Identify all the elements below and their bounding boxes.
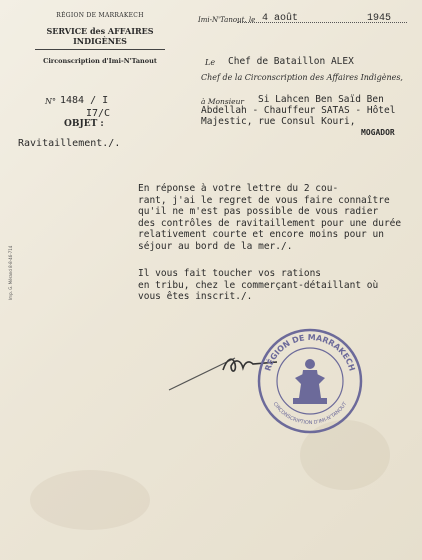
- body-line: relativement courte et encore moins pour un: [138, 229, 384, 241]
- recipient-line-3: Majestic, rue Consul Kouri,: [201, 116, 356, 127]
- official-stamp: [255, 326, 365, 436]
- body-line: Il vous fait toucher vos rations: [138, 268, 322, 279]
- stamp-top-text: RÉGION DE MARRAKECH: [263, 332, 357, 373]
- svg-text:CIRCONSCRIPTION D'IMI-N'TANOUT: [272, 400, 349, 426]
- paragraph-2: [138, 268, 410, 303]
- letterhead-region: RÉGION DE MARRAKECH: [56, 12, 144, 19]
- body-line: des contrôles de ravitaillement pour une durée: [138, 217, 402, 229]
- letterhead-rule: [35, 49, 165, 50]
- recipient-label: à Monsieur: [201, 97, 244, 106]
- letterhead-circumscription: Circonscription d'Imi-N'Tanout: [43, 57, 157, 65]
- stamp-bottom-text: CIRCONSCRIPTION D'IMI-N'TANOUT: [271, 401, 349, 427]
- body-line: séjour au bord de la mer./.: [138, 240, 293, 252]
- recipient-city: MOGADOR: [361, 128, 395, 137]
- body-line: vous êtes inscrit./.: [138, 291, 253, 303]
- subject-line: Ravitaillement./.: [18, 138, 121, 149]
- body-line: qu'il ne m'est pas possible de vous radier: [138, 206, 379, 218]
- stamp-emblem-icon: [293, 359, 327, 404]
- letterhead: [20, 12, 180, 65]
- place-label: Imi-N'Tanout, le: [198, 16, 256, 24]
- body-line: rant, j'ai le regret de vous faire connaître: [138, 194, 390, 206]
- body-line: En réponse à votre lettre du 2 cou-: [138, 183, 339, 194]
- recipient-line-1: Si Lahcen Ben Saïd Ben: [258, 94, 384, 105]
- paragraph-1: [138, 183, 410, 253]
- sender-label: Le: [205, 58, 216, 67]
- letterhead-service: SERVICE des AFFAIRES INDIGÈNES: [46, 26, 154, 46]
- printer-mark: Imp. G. Mérand 8-8-46-714: [8, 245, 13, 300]
- body-line: en tribu, chez le commerçant-détaillant où: [138, 279, 379, 291]
- paper-stain: [30, 470, 150, 530]
- letter-date: 4 août: [262, 13, 299, 24]
- ref-label: N°: [45, 97, 56, 106]
- sender-title: Chef de la Circonscription des Affaires Indigènes,: [201, 73, 403, 82]
- ref-number: 1484 / I: [60, 95, 109, 106]
- letter-year: 1945: [367, 13, 392, 24]
- ref-code: I7/C: [86, 108, 111, 119]
- sender-name: Chef de Bataillon ALEX: [228, 56, 354, 67]
- recipient-line-2: Abdellah - Chauffeur SATAS - Hôtel: [201, 105, 396, 116]
- object-label: OBJET :: [64, 119, 104, 129]
